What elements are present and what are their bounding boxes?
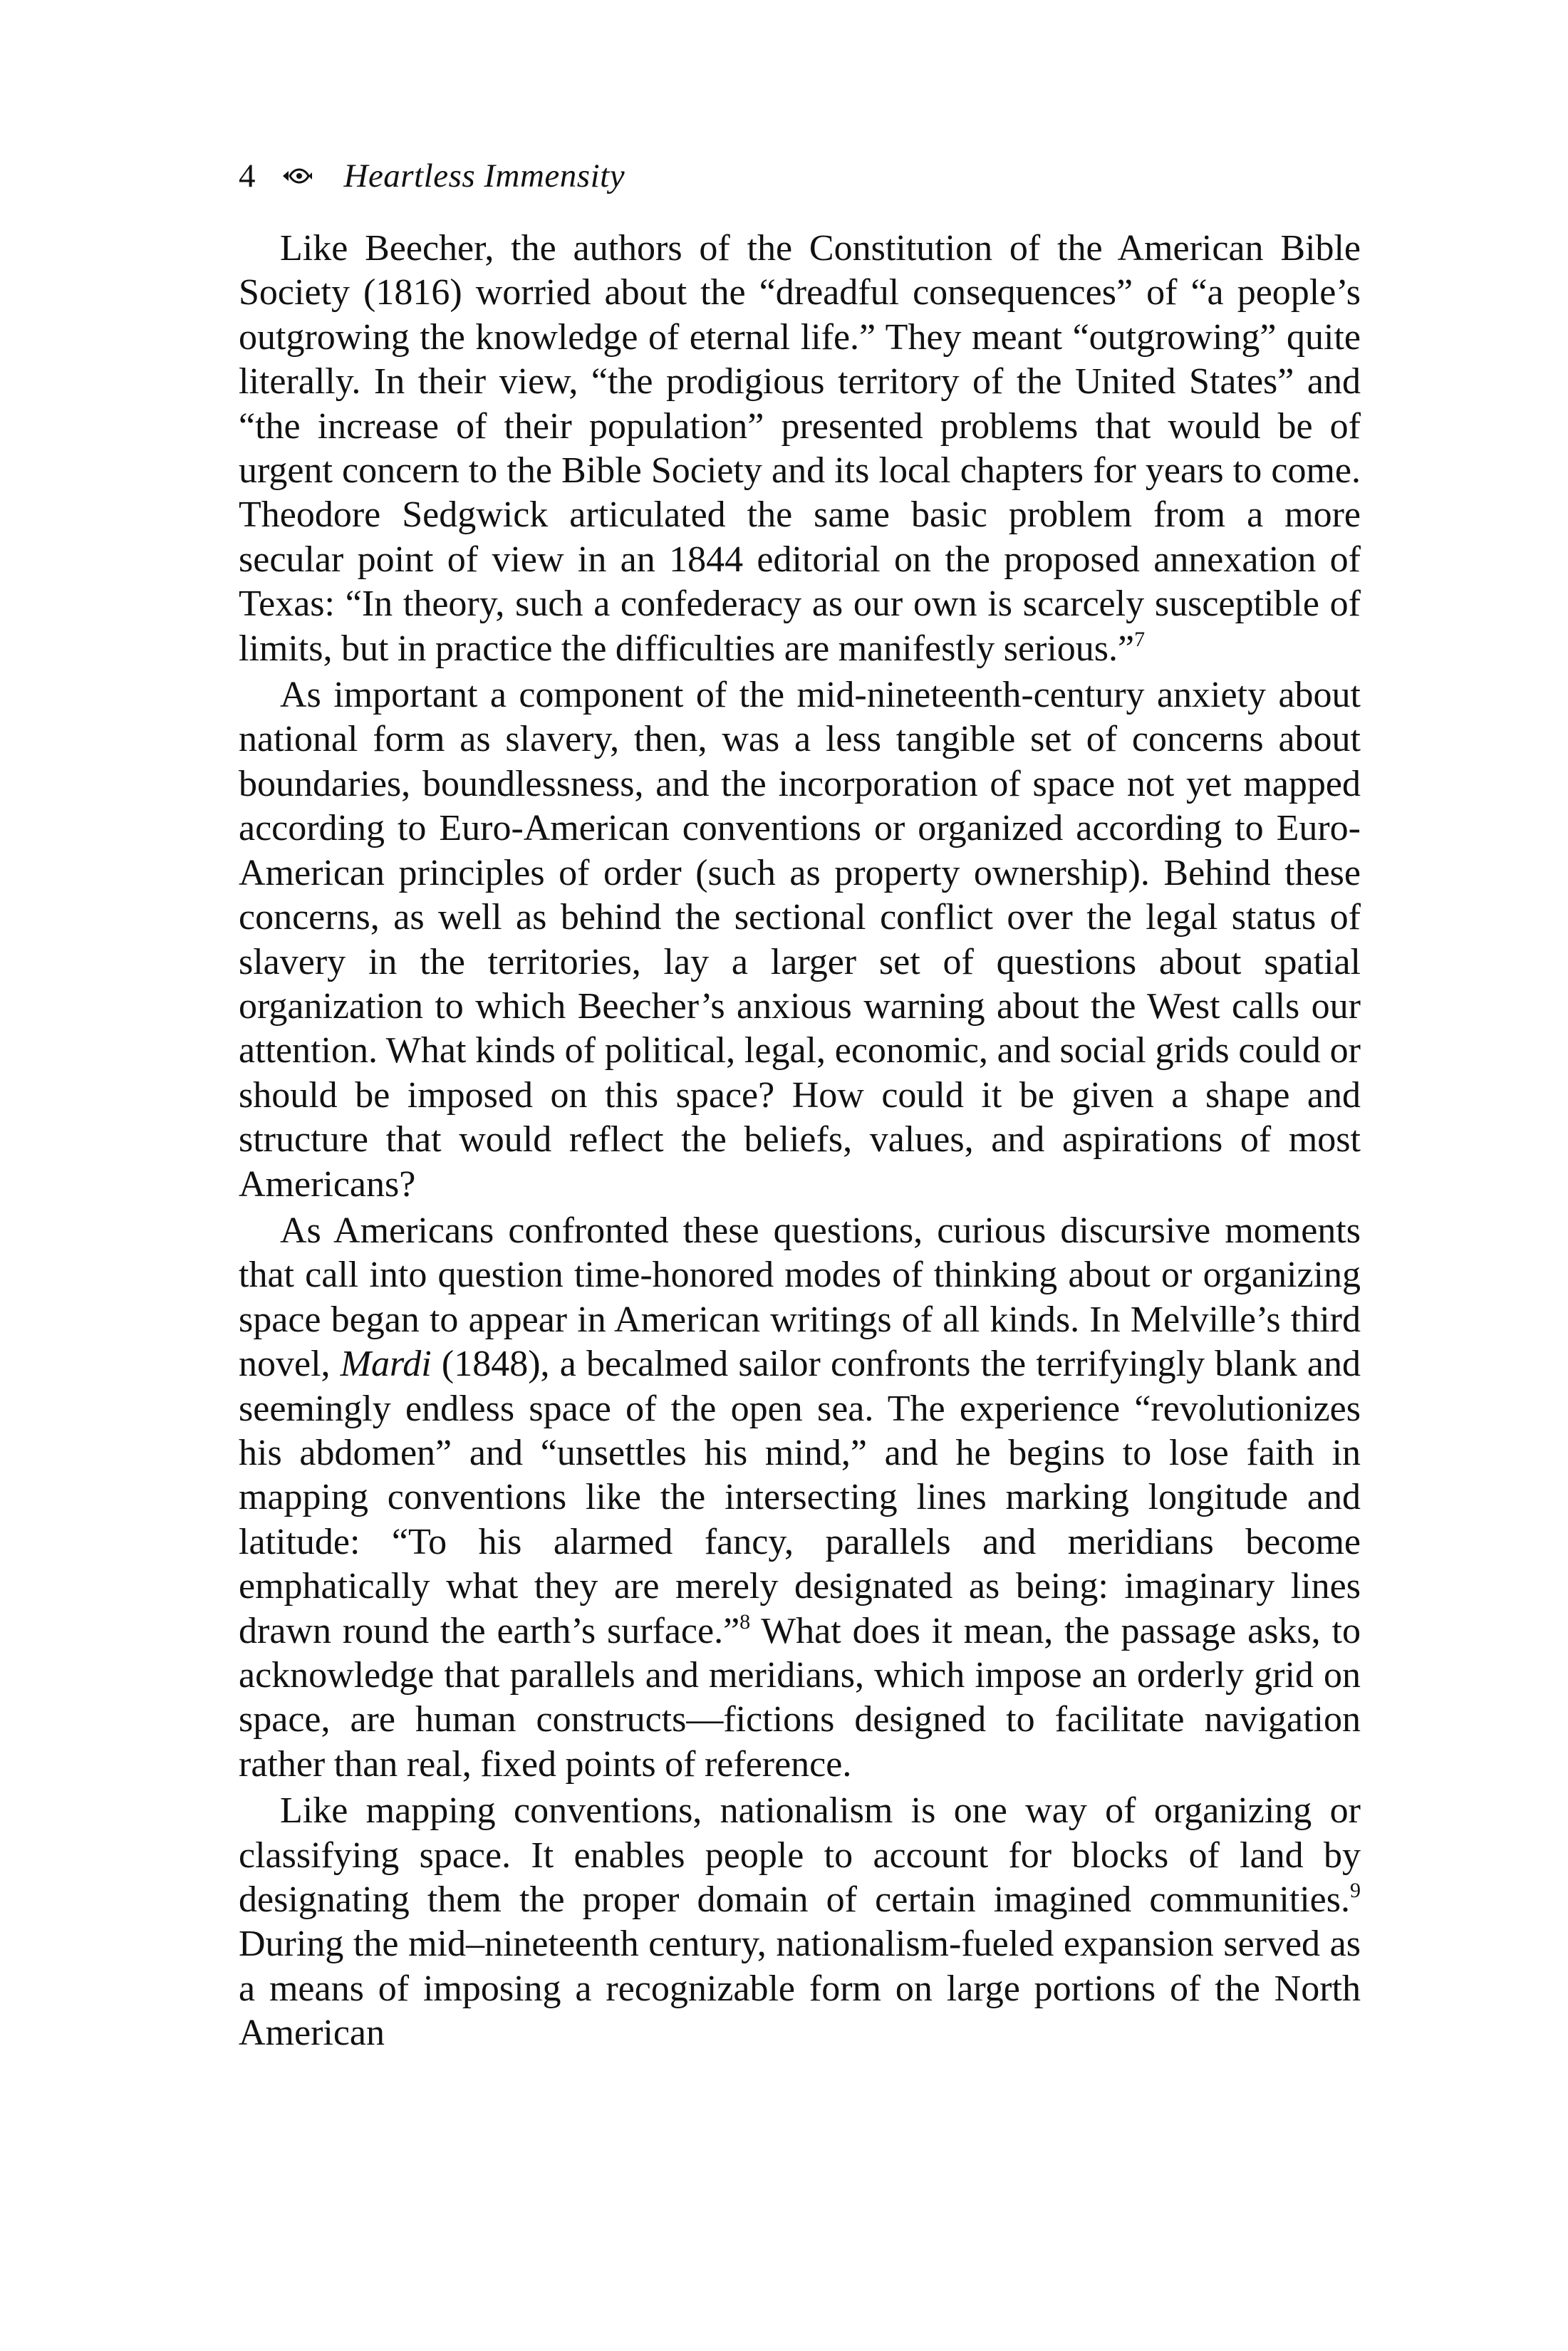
paragraph-text-before-note: Like mapping conventions, nationalism is one way of organizing or classifying space. It enables people to account for blocks of land by designating them the proper domain of certain imagined communities. xyxy=(239,1790,1361,1921)
paragraph-text: As important a component of the mid-nineteenth-century anxiety about national form as slavery, then, was a less tangible set of concerns about boundaries, boundlessness, and the incorporation of space not yet mapped according to Euro-American conventions or organized according to Euro-American principles of order (such as property ownership). Behind these concerns, as well as behind the sectional conflict over the legal status of slavery in the territories, lay a larger set of questions about spatial organization to which Beecher’s anxious warning about the West calls our attention. What kinds of political, legal, economic, and social grids could or should be imposed on this space? How could it be given a shape and structure that would reflect the beliefs, values, and aspirations of most Americans? xyxy=(239,675,1361,1205)
paragraph-text-before-title: As Americans confronted these questions, curious discursive moments that call into question time-honored modes of thinking about or organizing space began to appear in American writings of all kinds. In Melville’s third novel, xyxy=(239,1210,1361,1385)
paragraph-national-form xyxy=(239,673,1361,1207)
footnote-marker-7: 7 xyxy=(1134,627,1146,651)
ornament-icon xyxy=(280,165,313,187)
paragraph-text: Like Beecher, the authors of the Constitution of the American Bible Society (1816) worried about the “dreadful consequences” of “a people’s outgrowing the knowledge of eternal life.” They meant “outgrowing” quite literally. In their view, “the prodigious territory of the United States” and “the increase of their population” presented problems that would be of urgent concern to the Bible Society and its local chapters for years to come. Theodore Sedgwick articulated the same basic problem from a more secular point of view in an 1844 editorial on the proposed annexation of Texas: “In theory, such a confederacy as our own is scarcely susceptible of limits, but in practice the difficulties are manifestly serious.” xyxy=(239,228,1361,669)
paragraph-nationalism xyxy=(239,1789,1361,2055)
paragraph-text-after-note: What does it mean, the passage asks, to acknowledge that parallels and meridians, which impose an orderly grid on space, are human constructs—fictions designed to facilitate navigation rather than real, fixed points of reference. xyxy=(239,1610,1361,1785)
page-number: 4 xyxy=(239,157,256,194)
paragraph-bible-society xyxy=(239,227,1361,671)
paragraph-text-after-note: During the mid–nineteenth century, nationalism-fueled expansion served as a means of imposing a recognizable form on large portions of the North American xyxy=(239,1924,1361,2054)
paragraph-text-middle: (1848), a becalmed sailor confronts the terrifyingly blank and seemingly endless space of the open sea. The experience “revolutionizes his abdomen” and “unsettles his mind,” and he begins to lose faith in mapping conventions like the intersecting lines marking longitude and latitude: “To his alarmed fancy, parallels and meridians become emphatically what they are merely designated as being: imaginary lines drawn round the earth’s surface.” xyxy=(239,1344,1361,1651)
running-head xyxy=(239,151,625,201)
paragraph-mardi xyxy=(239,1209,1361,1787)
footnote-marker-9: 9 xyxy=(1350,1879,1361,1903)
book-title-mardi: Mardi xyxy=(340,1344,432,1385)
footnote-marker-8: 8 xyxy=(739,1609,751,1634)
body-text xyxy=(239,227,1361,2058)
running-title: Heartless Immensity xyxy=(343,157,625,194)
